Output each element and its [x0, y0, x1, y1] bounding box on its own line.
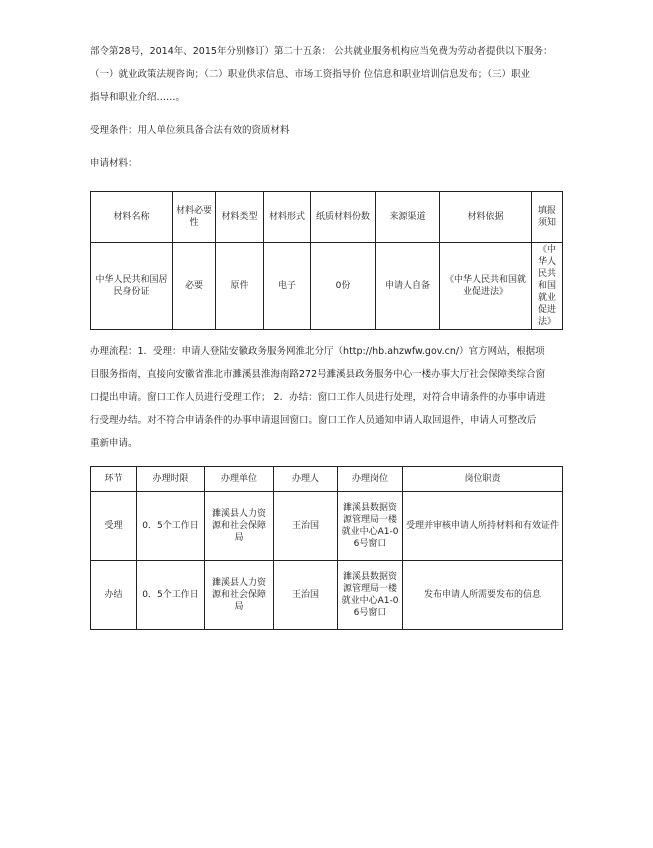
column-header: 材料形式: [264, 192, 311, 243]
table-cell: 发布申请人所需要发布的信息: [403, 561, 563, 630]
column-header: 办理单位: [205, 467, 274, 492]
column-header: 材料必要性: [173, 192, 216, 243]
document-page: [90, 40, 564, 618]
table-cell: 《中华人民共和国就业促进法》: [440, 243, 532, 330]
process-line: 目服务指南，直接向安徽省淮北市濉溪县淮海南路272号濉溪县政务服务中心一楼办事大厅社会保障类综合窗: [90, 369, 546, 380]
intro-line: 部令第28号，2014年、2015年分别修订）第二十五条： 公共就业服务机构应当免费为劳动者提供以下服务：: [90, 46, 553, 57]
table-row: [91, 561, 563, 630]
process-line: 行受理办结。对不符合申请条件的办事申请退回窗口。窗口工作人员通知申请人取回退件，申请人可整改后: [90, 415, 537, 426]
intro-line: （一）就业政策法规咨询；（二）职业供求信息、市场工资指导价 位信息和职业培训信息发布；（三）职业: [90, 69, 531, 80]
column-header: 来源渠道: [376, 192, 440, 243]
process-line: 办理流程：1．受理：申请人登陆安徽政务服务网淮北分厅（http://hb.ahzwfw.gov.cn/）官方网站，根据项: [90, 346, 545, 357]
table-row: [91, 492, 563, 561]
table-row: [91, 243, 563, 330]
table-header-row: [91, 192, 563, 243]
table-cell: 0份: [311, 243, 376, 330]
table-cell: 濉溪县数据资源管理局一楼就业中心A1-06号窗口: [338, 561, 403, 630]
column-header: 填报须知: [532, 192, 563, 243]
table-cell: 0．5个工作日: [137, 492, 205, 561]
conditions-text: 受理条件：用人单位须具备合法有效的资质材料: [90, 125, 290, 136]
table-header-row: [91, 467, 563, 492]
table-cell: 申请人自备: [376, 243, 440, 330]
table-cell: 必要: [173, 243, 216, 330]
column-header: 环节: [91, 467, 137, 492]
column-header: 办理人: [274, 467, 338, 492]
materials-table: [90, 191, 563, 330]
table-cell: 中华人民共和国居民身份证: [91, 243, 173, 330]
intro-line: 指导和职业介绍……。: [90, 92, 186, 103]
table-cell: 办结: [91, 561, 137, 630]
process-line: 重新申请。: [90, 438, 138, 449]
table-cell: 王治国: [274, 492, 338, 561]
table-cell: 受理: [91, 492, 137, 561]
table-cell: 0．5个工作日: [137, 561, 205, 630]
table-cell: 受理并审核申请人所持材料和有效证件: [403, 492, 563, 561]
table-cell: 《中华人民共和国就业促进法》: [532, 243, 563, 330]
column-header: 纸质材料份数: [311, 192, 376, 243]
materials-label: 申请材料：: [90, 158, 138, 169]
column-header: 办理时限: [137, 467, 205, 492]
column-header: 材料类型: [216, 192, 264, 243]
column-header: 岗位职责: [403, 467, 563, 492]
table-cell: 原件: [216, 243, 264, 330]
table-cell: 濉溪县人力资源和社会保障局: [205, 561, 274, 630]
table-cell: 濉溪县数据资源管理局一楼就业中心A1-06号窗口: [338, 492, 403, 561]
table-cell: 濉溪县人力资源和社会保障局: [205, 492, 274, 561]
column-header: 材料名称: [91, 192, 173, 243]
process-line: 口提出申请。窗口工作人员进行受理工作； 2．办结：窗口工作人员进行处理，对符合申请条件的办事申请进: [90, 392, 546, 403]
table-cell: 电子: [264, 243, 311, 330]
column-header: 办理岗位: [338, 467, 403, 492]
column-header: 材料依据: [440, 192, 532, 243]
table-cell: 王治国: [274, 561, 338, 630]
process-table: [90, 466, 563, 630]
